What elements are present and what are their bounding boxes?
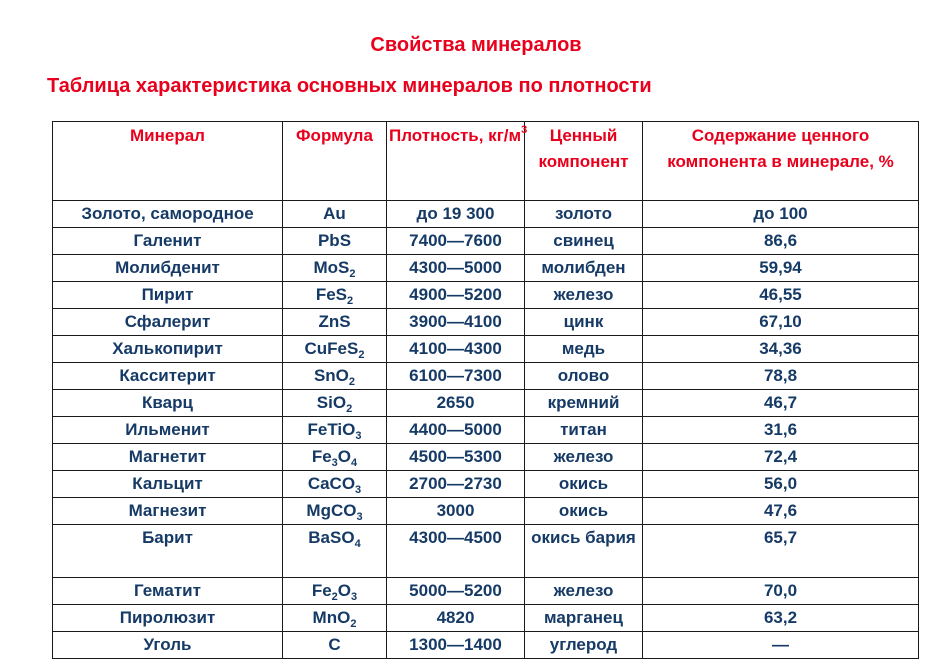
header-formula: Формула [283, 122, 387, 201]
table-row [53, 228, 919, 255]
table-row [53, 309, 919, 336]
cell-component: свинец [525, 228, 643, 255]
table-row [53, 578, 919, 605]
cell-content: 78,8 [643, 363, 919, 390]
formula-element: Au [323, 204, 346, 223]
formula-element: PbS [317, 231, 352, 250]
formula-element: MnO [312, 608, 351, 627]
table-body [53, 201, 919, 659]
cell-formula [283, 228, 387, 255]
cell-formula [283, 444, 387, 471]
cell-density: 4500—5300 [387, 444, 525, 471]
cell-density: 4900—5200 [387, 282, 525, 309]
formula-element: BaSO [308, 528, 355, 547]
cell-formula [283, 632, 387, 659]
formula-element: FeS [315, 285, 348, 304]
cell-component: медь [525, 336, 643, 363]
cell-mineral: Барит [53, 525, 283, 578]
table-row [53, 255, 919, 282]
formula-subscript: 3 [355, 430, 362, 442]
formula-element: Fe [311, 581, 332, 600]
cell-density: 6100—7300 [387, 363, 525, 390]
cell-formula [283, 471, 387, 498]
table-header-row [53, 122, 919, 201]
cell-formula [283, 578, 387, 605]
cell-mineral: Сфалерит [53, 309, 283, 336]
cell-content: до 100 [643, 201, 919, 228]
cell-content: 67,10 [643, 309, 919, 336]
cell-formula [283, 363, 387, 390]
formula-element: SiO [316, 393, 347, 412]
cell-mineral: Гематит [53, 578, 283, 605]
cell-formula [283, 498, 387, 525]
formula-subscript: 3 [355, 484, 362, 496]
cell-formula [283, 605, 387, 632]
formula-subscript: 2 [348, 376, 356, 388]
cell-formula [283, 390, 387, 417]
formula-element: MoS [313, 258, 350, 277]
formula-subscript: 3 [351, 591, 358, 603]
cell-content: 72,4 [643, 444, 919, 471]
cell-mineral: Магнетит [53, 444, 283, 471]
cell-density: 4100—4300 [387, 336, 525, 363]
formula-subscript: 4 [354, 538, 361, 550]
formula-subscript: 2 [358, 349, 365, 361]
cell-mineral: Ильменит [53, 417, 283, 444]
cell-mineral: Халькопирит [53, 336, 283, 363]
formula-subscript: 4 [351, 457, 358, 469]
cell-component: кремний [525, 390, 643, 417]
table-row [53, 336, 919, 363]
cell-content: 56,0 [643, 471, 919, 498]
cell-mineral: Галенит [53, 228, 283, 255]
table-row [53, 363, 919, 390]
cell-content: 47,6 [643, 498, 919, 525]
cell-mineral: Кварц [53, 390, 283, 417]
header-density [387, 122, 528, 201]
header-content: Содержание ценного компонента в минерале, % [643, 122, 919, 201]
cell-density: 2700—2730 [387, 471, 525, 498]
cell-component: окись [525, 471, 643, 498]
cell-density: 7400—7600 [387, 228, 525, 255]
cell-mineral: Касситерит [53, 363, 283, 390]
header-component [525, 122, 643, 201]
table-row [53, 201, 919, 228]
formula-element: FeTiO [307, 420, 356, 439]
cell-mineral: Уголь [53, 632, 283, 659]
cell-content: 63,2 [643, 605, 919, 632]
cell-density: 3000 [387, 498, 525, 525]
formula-subscript: 2 [331, 591, 338, 603]
cell-mineral: Золото, самородное [53, 201, 283, 228]
header-component-line1: Ценный [549, 126, 618, 145]
cell-content: 59,94 [643, 255, 919, 282]
table-row [53, 632, 919, 659]
table-row [53, 471, 919, 498]
cell-density: 4300—5000 [387, 255, 525, 282]
cell-content: 46,7 [643, 390, 919, 417]
formula-element: MgCO [306, 501, 357, 520]
cell-formula [283, 525, 387, 578]
formula-subscript: 3 [331, 457, 338, 469]
cell-content: 70,0 [643, 578, 919, 605]
cell-density: 4820 [387, 605, 525, 632]
formula-element: C [328, 635, 341, 654]
cell-content: 34,36 [643, 336, 919, 363]
formula-element: CaCO [307, 474, 356, 493]
header-density-label: Плотность, кг/м [389, 126, 522, 145]
cell-component: окись [525, 498, 643, 525]
cell-component: углерод [525, 632, 643, 659]
table-row [53, 605, 919, 632]
table-row [53, 525, 919, 578]
table-row [53, 417, 919, 444]
formula-subscript: 2 [346, 403, 353, 415]
cell-content: 31,6 [643, 417, 919, 444]
cell-component: окись бария [525, 525, 643, 578]
cell-content: 65,7 [643, 525, 919, 578]
formula-element: O [337, 447, 352, 466]
cell-mineral: Молибденит [53, 255, 283, 282]
formula-element: O [337, 581, 352, 600]
cell-density: 4400—5000 [387, 417, 525, 444]
cell-component: молибден [525, 255, 643, 282]
cell-formula [283, 255, 387, 282]
header-mineral: Минерал [53, 122, 283, 201]
cell-component: железо [525, 444, 643, 471]
formula-subscript: 2 [349, 268, 356, 280]
table-row [53, 282, 919, 309]
cell-density: до 19 300 [387, 201, 525, 228]
page-title: Свойства минералов [370, 34, 582, 56]
cell-formula [283, 336, 387, 363]
cell-component: марганец [525, 605, 643, 632]
formula-subscript: 2 [350, 618, 357, 630]
cell-density: 3900—4100 [387, 309, 525, 336]
table-row [53, 498, 919, 525]
cell-formula [283, 417, 387, 444]
header-component-line2: компонент [538, 152, 629, 171]
cell-density: 4300—4500 [387, 525, 525, 578]
cell-component: титан [525, 417, 643, 444]
formula-element: Fe [311, 447, 332, 466]
cell-mineral: Кальцит [53, 471, 283, 498]
formula-element: SnO [313, 366, 349, 385]
formula-element: CuFeS [304, 339, 359, 358]
formula-subscript: 2 [347, 295, 354, 307]
cell-density: 1300—1400 [387, 632, 525, 659]
table-caption: Таблица характеристика основных минералов по плотности [47, 75, 652, 97]
formula-subscript: 3 [356, 511, 363, 523]
cell-formula [283, 201, 387, 228]
cell-content: 46,55 [643, 282, 919, 309]
minerals-table [52, 121, 919, 659]
cell-formula [283, 309, 387, 336]
cell-content: 86,6 [643, 228, 919, 255]
cell-component: железо [525, 282, 643, 309]
cell-component: железо [525, 578, 643, 605]
cell-mineral: Пиролюзит [53, 605, 283, 632]
cell-mineral: Пирит [53, 282, 283, 309]
formula-element: ZnS [318, 312, 351, 331]
cell-component: золото [525, 201, 643, 228]
cell-density: 2650 [387, 390, 525, 417]
cell-content: — [643, 632, 919, 659]
cell-density: 5000—5200 [387, 578, 525, 605]
cell-component: цинк [525, 309, 643, 336]
table-row [53, 390, 919, 417]
cell-mineral: Магнезит [53, 498, 283, 525]
table-row [53, 444, 919, 471]
cell-formula [283, 282, 387, 309]
header-density-exponent: 3 [521, 124, 528, 136]
cell-component: олово [525, 363, 643, 390]
